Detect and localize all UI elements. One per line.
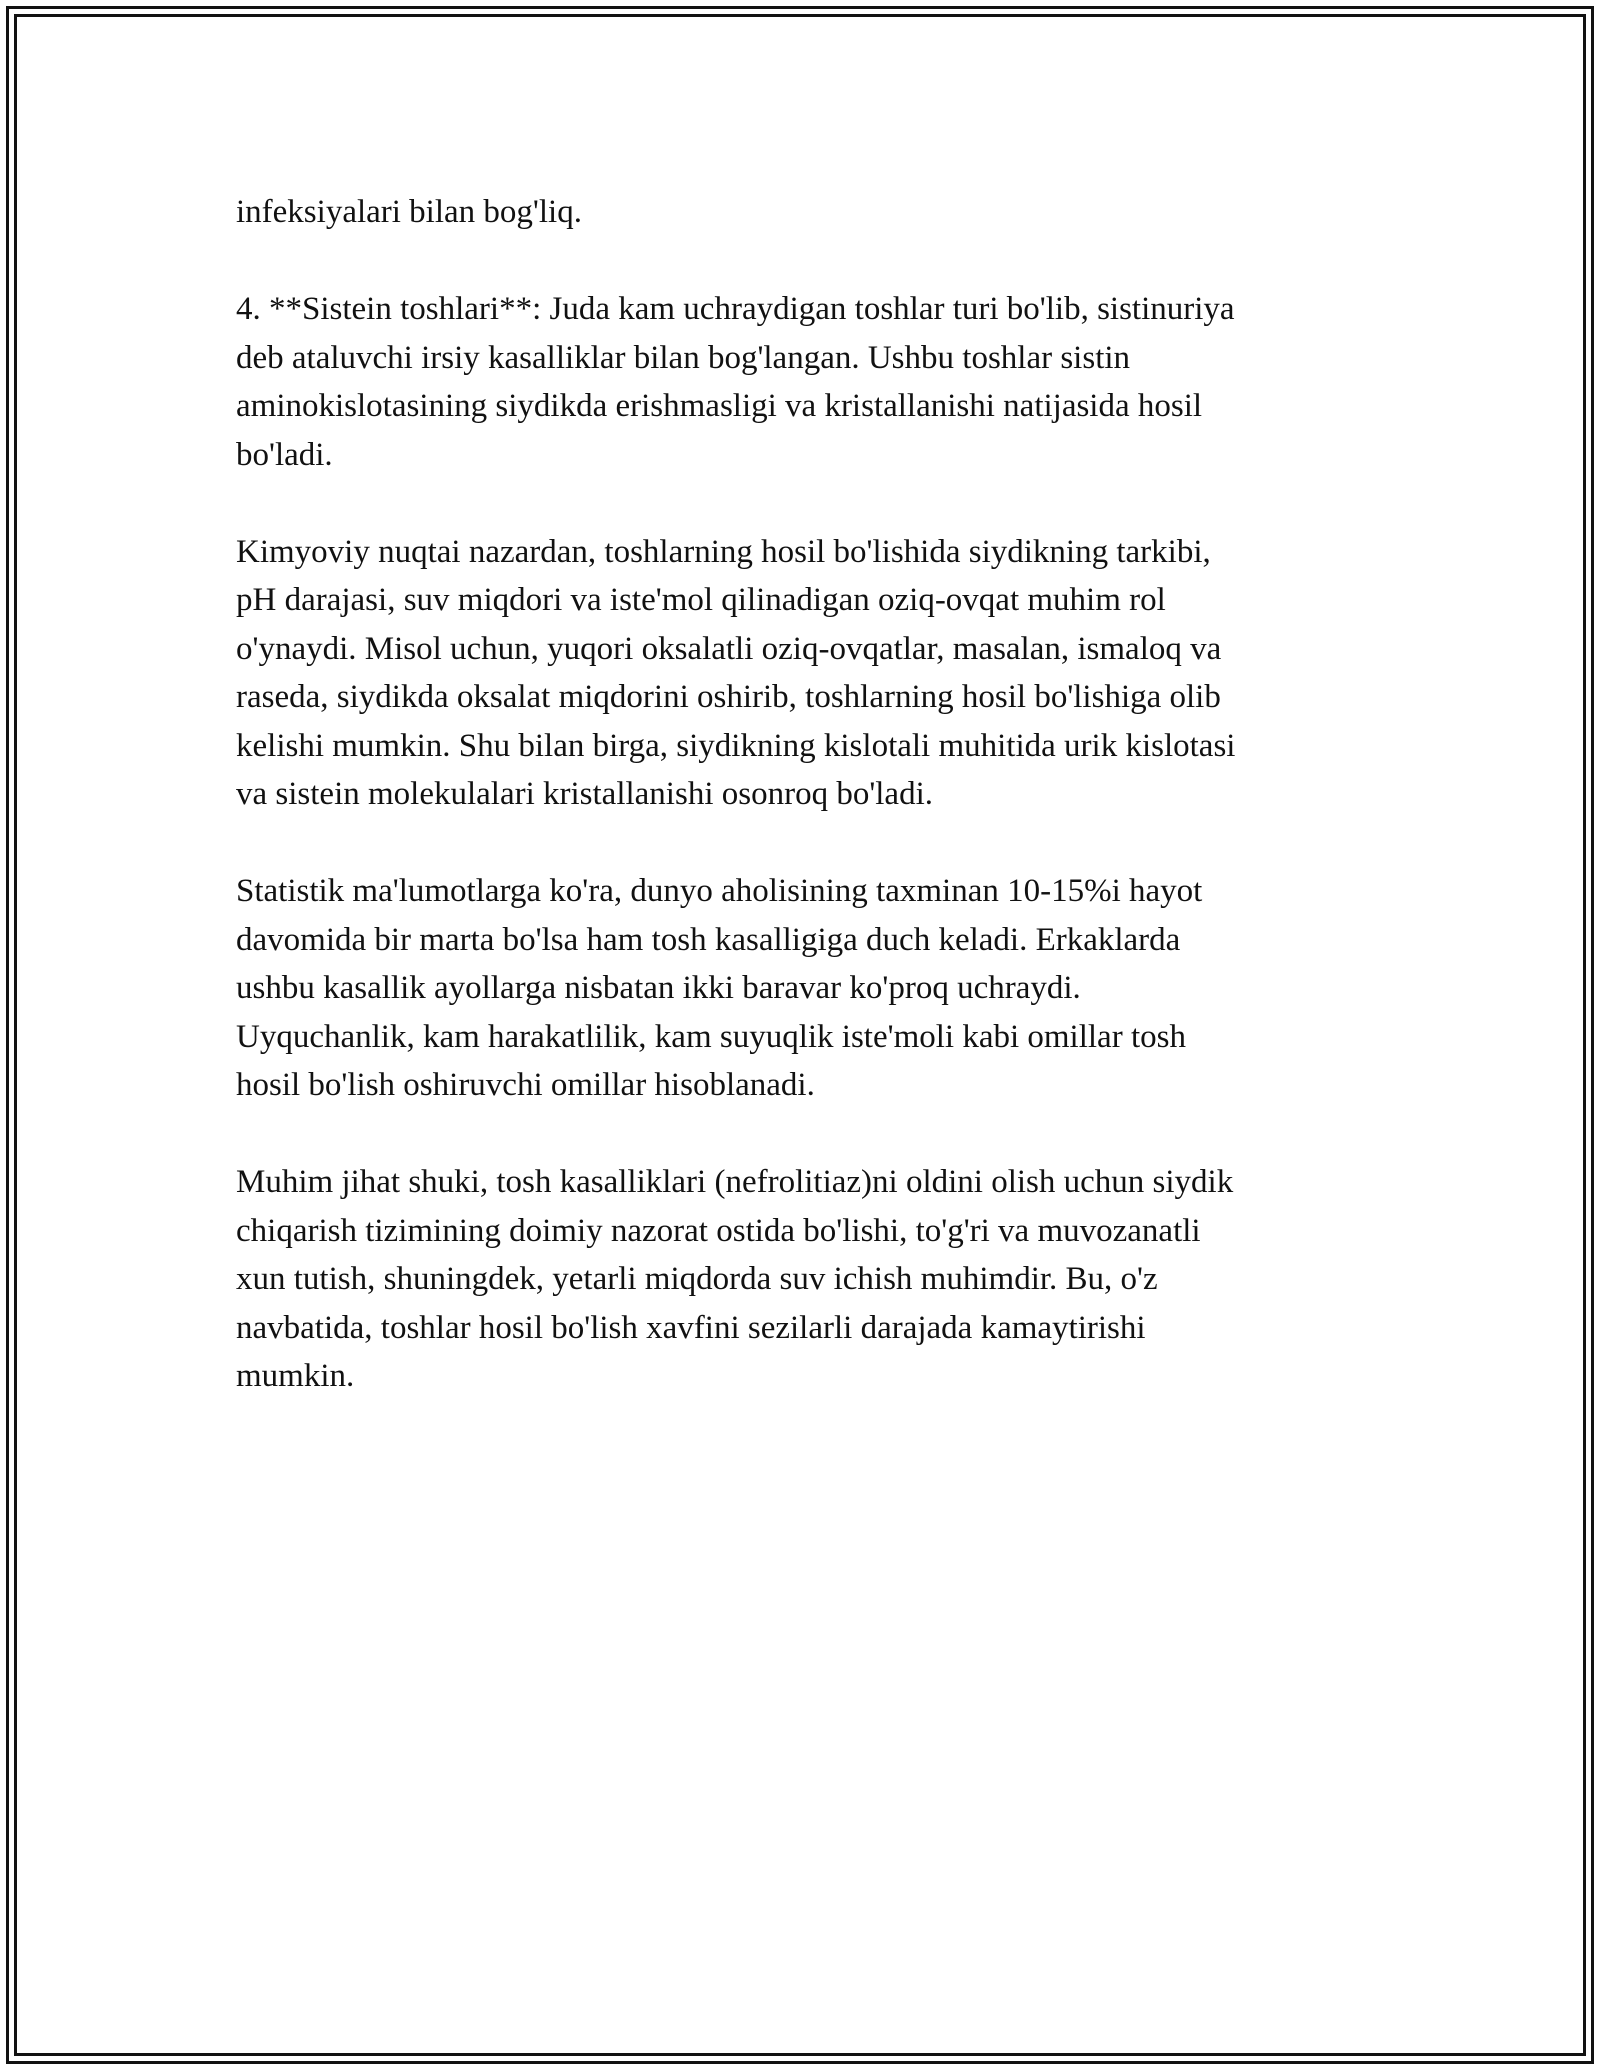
paragraph-line: infeksiyalari bilan bog'liq. [236, 194, 582, 230]
paragraph-line: davomida bir marta bo'lsa ham tosh kasalligiga duch keladi. Erkaklarda [236, 921, 1181, 958]
paragraph-line: chiqarish tizimining doimiy nazorat ostida bo'lishi, to'g'ri va muvozanatli [236, 1212, 1201, 1249]
paragraph-line: mumkin. [236, 1358, 355, 1394]
paragraph-line: va sistein molekulalari kristallanishi osonroq bo'ladi. [236, 776, 933, 812]
paragraph-line: Statistik ma'lumotlarga ko'ra, dunyo aholisining taxminan 10-15%i hayot [236, 873, 1203, 909]
paragraph-line: pH darajasi, suv miqdori va iste'mol qilinadigan oziq-ovqat muhim rol [236, 582, 1166, 618]
paragraph-line: Kimyoviy nuqtai nazardan, toshlarning hosil bo'lishida siydikning tarkibi, [236, 533, 1211, 570]
paragraph-3 [236, 528, 1366, 819]
paragraph-4 [236, 867, 1366, 1110]
paragraph-line: 4. **Sistein toshlari**: Juda kam uchraydigan toshlar turi bo'lib, sistinuriya [236, 291, 1235, 327]
paragraph-1 [236, 188, 1366, 237]
paragraph-line: navbatida, toshlar hosil bo'lish xavfini sezilarli darajada kamaytirishi [236, 1309, 1146, 1346]
paragraph-line: kelishi mumkin. Shu bilan birga, siydikning kislotali muhitida urik kislotasi [236, 727, 1236, 764]
paragraph-line: hosil bo'lish oshiruvchi omillar hisoblanadi. [236, 1067, 815, 1103]
paragraph-line: bo'ladi. [236, 436, 333, 473]
paragraph-line: xun tutish, shuningdek, yetarli miqdorda suv ichish muhimdir. Bu, o'z [236, 1261, 1158, 1297]
paragraph-line: Muhim jihat shuki, tosh kasalliklari (nefrolitiaz)ni oldini olish uchun siydik [236, 1164, 1234, 1200]
paragraph-line: o'ynaydi. Misol uchun, yuqori oksalatli oziq-ovqatlar, masalan, ismaloq va [236, 630, 1222, 667]
document-body [236, 188, 1366, 1449]
paragraph-line: aminokislotasining siydikda erishmasligi va kristallanishi natijasida hosil [236, 388, 1203, 424]
paragraph-line: deb ataluvchi irsiy kasalliklar bilan bog'langan. Ushbu toshlar sistin [236, 339, 1131, 376]
paragraph-2 [236, 285, 1366, 479]
paragraph-5 [236, 1158, 1366, 1401]
paragraph-line: Uyquchanlik, kam harakatlilik, kam suyuqlik iste'moli kabi omillar tosh [236, 1018, 1186, 1055]
paragraph-line: ushbu kasallik ayollarga nisbatan ikki baravar ko'proq uchraydi. [236, 970, 1081, 1006]
paragraph-line: raseda, siydikda oksalat miqdorini oshirib, toshlarning hosil bo'lishiga olib [236, 679, 1221, 715]
